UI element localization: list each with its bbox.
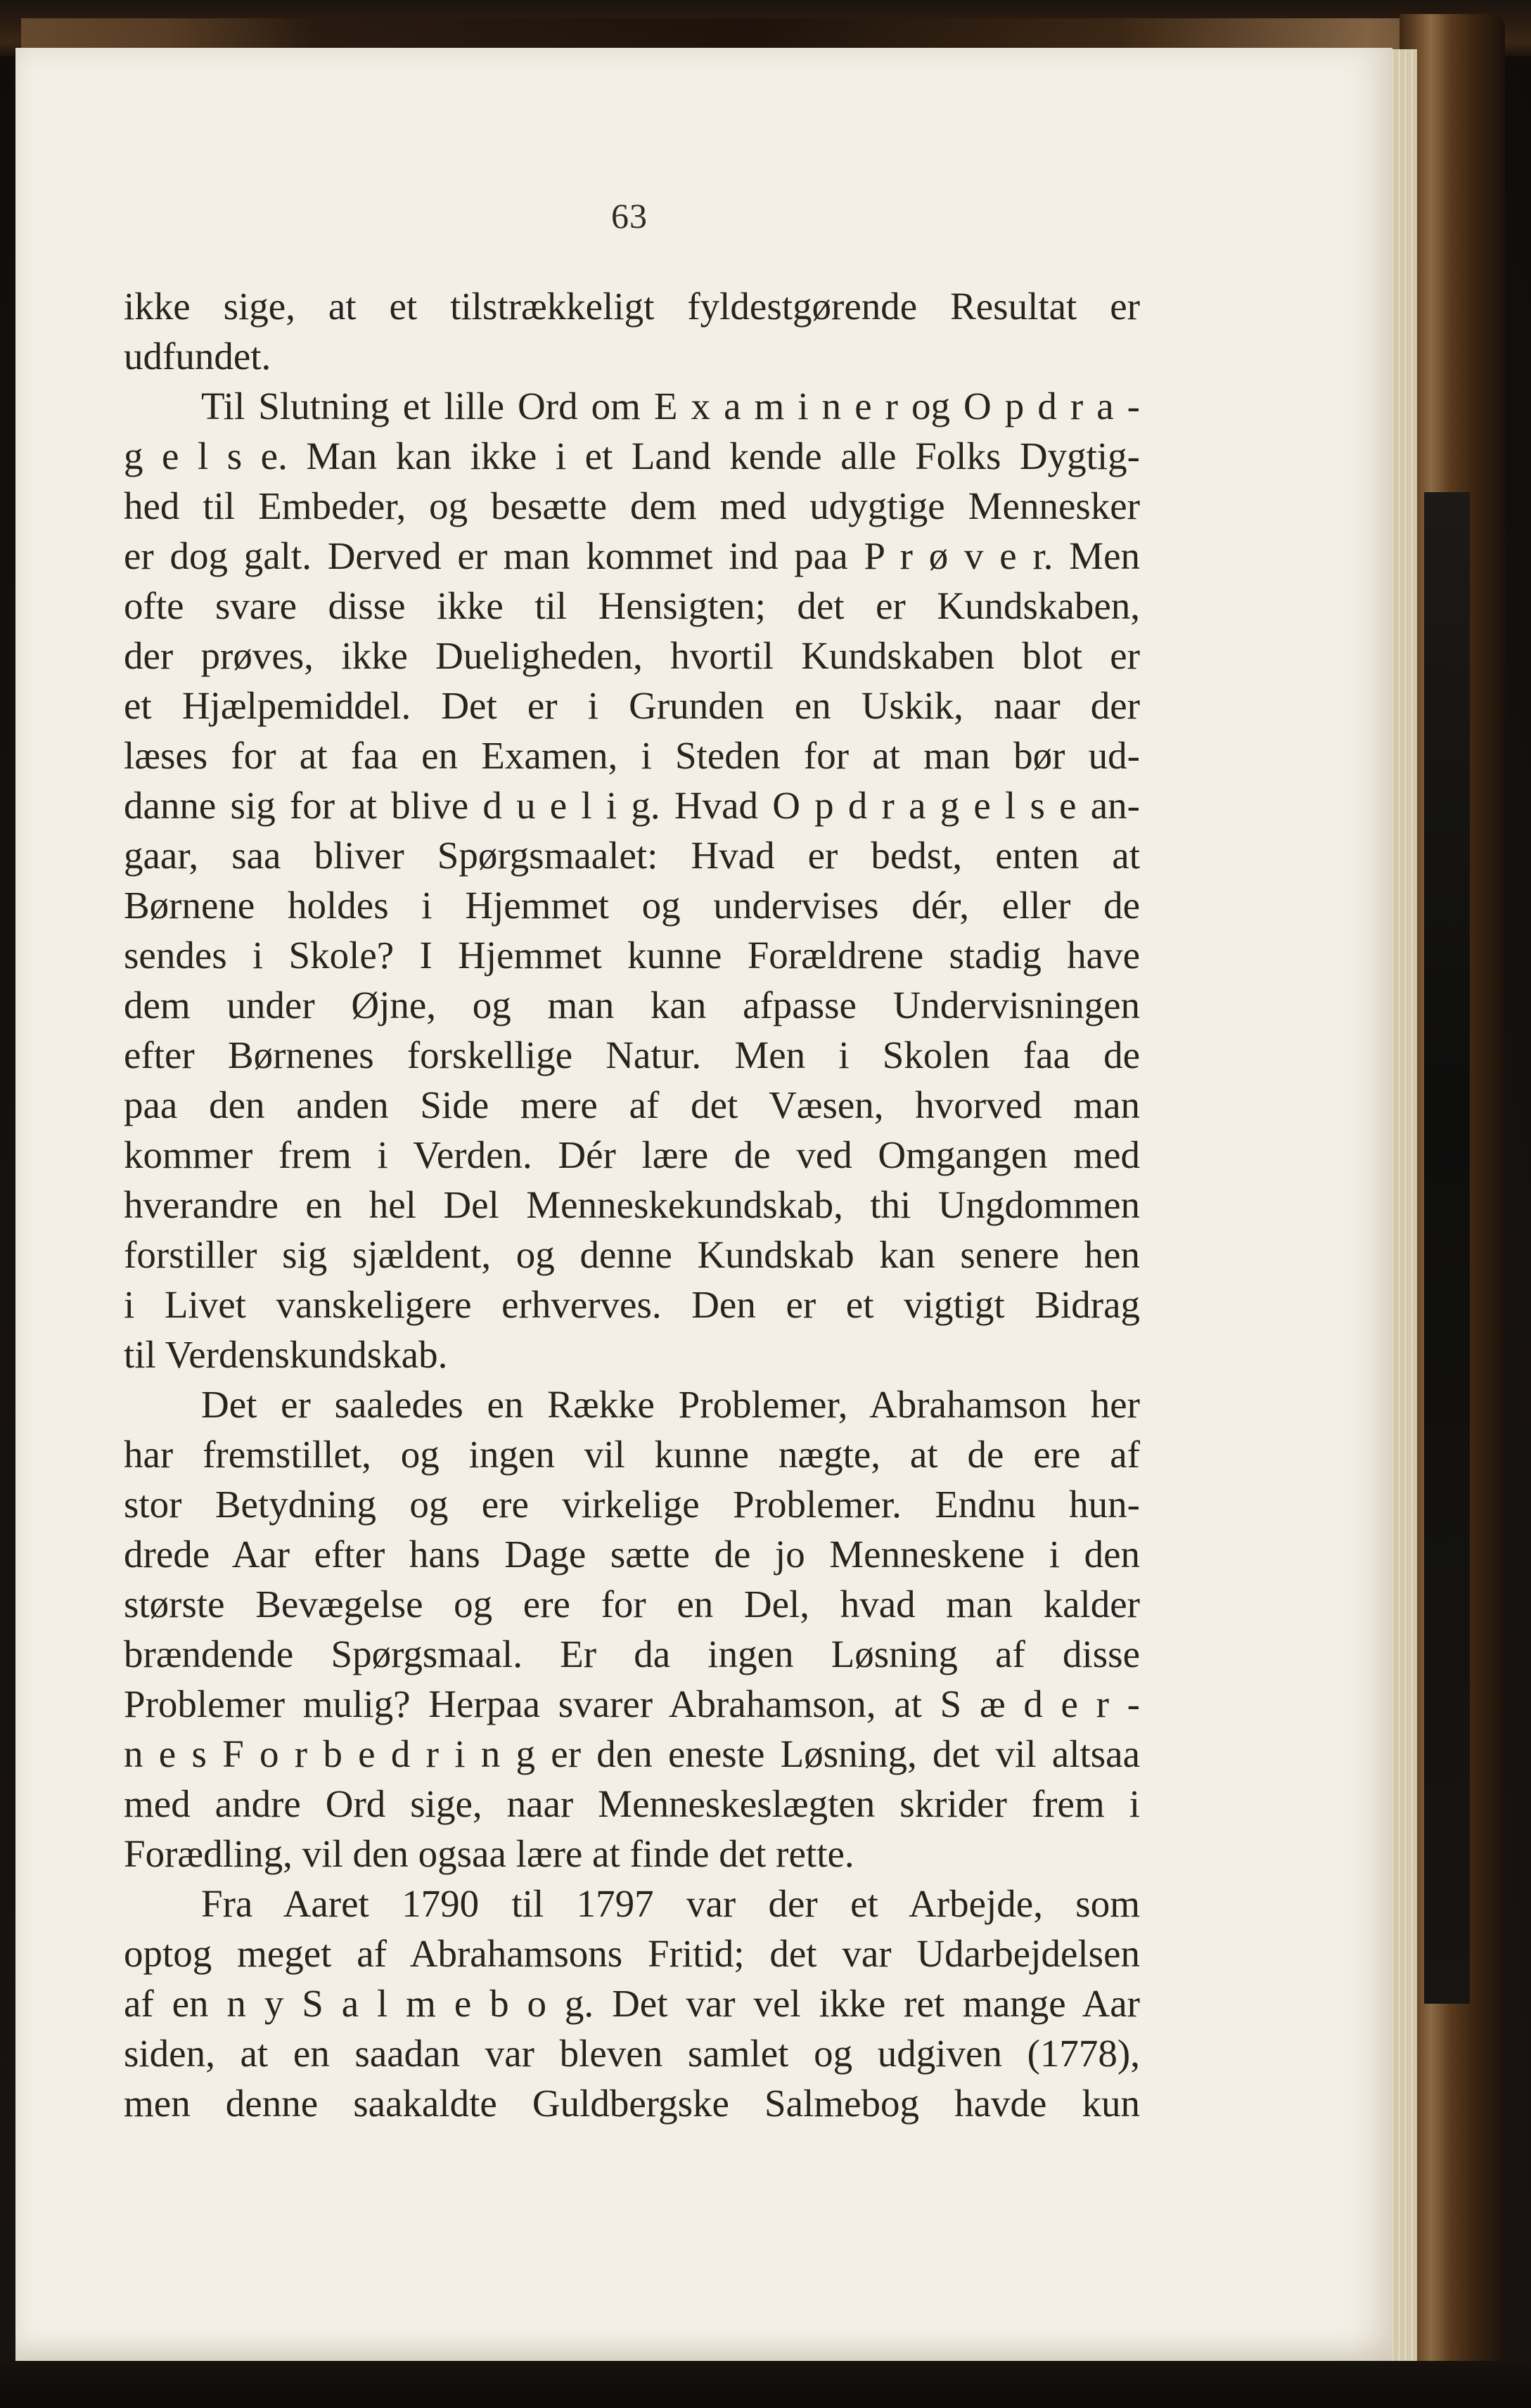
page-number: 63 [611,196,648,236]
text-line: Det er saaledes en Række Problemer, Abrahamson her [201,1383,1140,1426]
book-bottom-edge [0,2361,1531,2408]
text-line: ofte svare disse ikke til Hensigten; det er Kundskaben, [124,584,1140,627]
book-cover-shadow [1424,492,1470,2004]
text-line: Fra Aaret 1790 til 1797 var der et Arbejde, som [201,1882,1140,1925]
text-line: men denne saakaldte Guldbergske Salmebog havde kun [124,2082,1140,2125]
text-line: der prøves, ikke Dueligheden, hvortil Kundskaben blot er [124,634,1140,677]
text-line: efter Børnenes forskellige Natur. Men i Skolen faa de [124,1034,1140,1076]
text-line: siden, at en saadan var bleven samlet og udgiven (1778), [124,2032,1140,2075]
text-line: n e s F o r b e d r i n g er den eneste Løsning, det vil altsaa [124,1732,1140,1775]
text-line: Problemer mulig? Herpaa svarer Abrahamson, at S æ d e r - [124,1682,1140,1725]
text-line: kommer frem i Verden. Dér lære de ved Omgangen med [124,1133,1140,1176]
text-line: brændende Spørgsmaal. Er da ingen Løsning af disse [124,1633,1140,1675]
text-line: gaar, saa bliver Spørgsmaalet: Hvad er bedst, enten at [124,834,1140,877]
text-line: har fremstillet, og ingen vil kunne nægte, at de ere af [124,1433,1140,1476]
body-text [124,281,1140,2128]
text-line: sendes i Skole? I Hjemmet kunne Forældrene stadig have [124,934,1140,977]
text-line: Børnene holdes i Hjemmet og undervises dér, eller de [124,884,1140,927]
page-stack-edge [1389,49,1417,2362]
text-line: af en n y S a l m e b o g. Det var vel ikke ret mange Aar [124,1982,1140,2025]
text-line: forstiller sig sjældent, og denne Kundskab kan senere hen [124,1233,1140,1276]
text-line: er dog galt. Derved er man kommet ind paa P r ø v e r. Men [124,534,1140,577]
text-line: et Hjælpemiddel. Det er i Grunden en Uskik, naar der [124,684,1140,727]
text-line: dem under Øjne, og man kan afpasse Undervisningen [124,984,1140,1026]
text-line: læses for at faa en Examen, i Steden for at man bør ud- [124,734,1140,777]
text-line: største Bevægelse og ere for en Del, hvad man kalder [124,1583,1140,1625]
text-line: danne sig for at blive d u e l i g. Hvad O p d r a g e l s e an- [124,784,1140,827]
text-line: udfundet. [124,335,271,378]
book-binding-top [21,18,1484,49]
text-line: paa den anden Side mere af det Væsen, hvorved man [124,1083,1140,1126]
text-line: i Livet vanskeligere erhverves. Den er et vigtigt Bidrag [124,1283,1140,1326]
text-line: med andre Ord sige, naar Menneskeslægten skrider frem i [124,1782,1140,1825]
text-line: til Verdenskundskab. [124,1333,448,1376]
text-line: g e l s e. Man kan ikke i et Land kende alle Folks Dygtig- [124,434,1140,477]
text-line: drede Aar efter hans Dage sætte de jo Menneskene i den [124,1533,1140,1576]
text-line: hed til Embeder, og besætte dem med udygtige Mennesker [124,484,1140,527]
text-line: ikke sige, at et tilstrækkeligt fyldestgørende Resultat er [124,285,1140,328]
text-line: Forædling, vil den ogsaa lære at finde det rette. [124,1832,854,1875]
text-line: optog meget af Abrahamsons Fritid; det var Udarbejdelsen [124,1932,1140,1975]
text-line: stor Betydning og ere virkelige Problemer. Endnu hun- [124,1483,1140,1526]
text-line: hverandre en hel Del Menneskekundskab, thi Ungdommen [124,1183,1140,1226]
text-line: Til Slutning et lille Ord om E x a m i n e r og O p d r a - [201,385,1140,427]
